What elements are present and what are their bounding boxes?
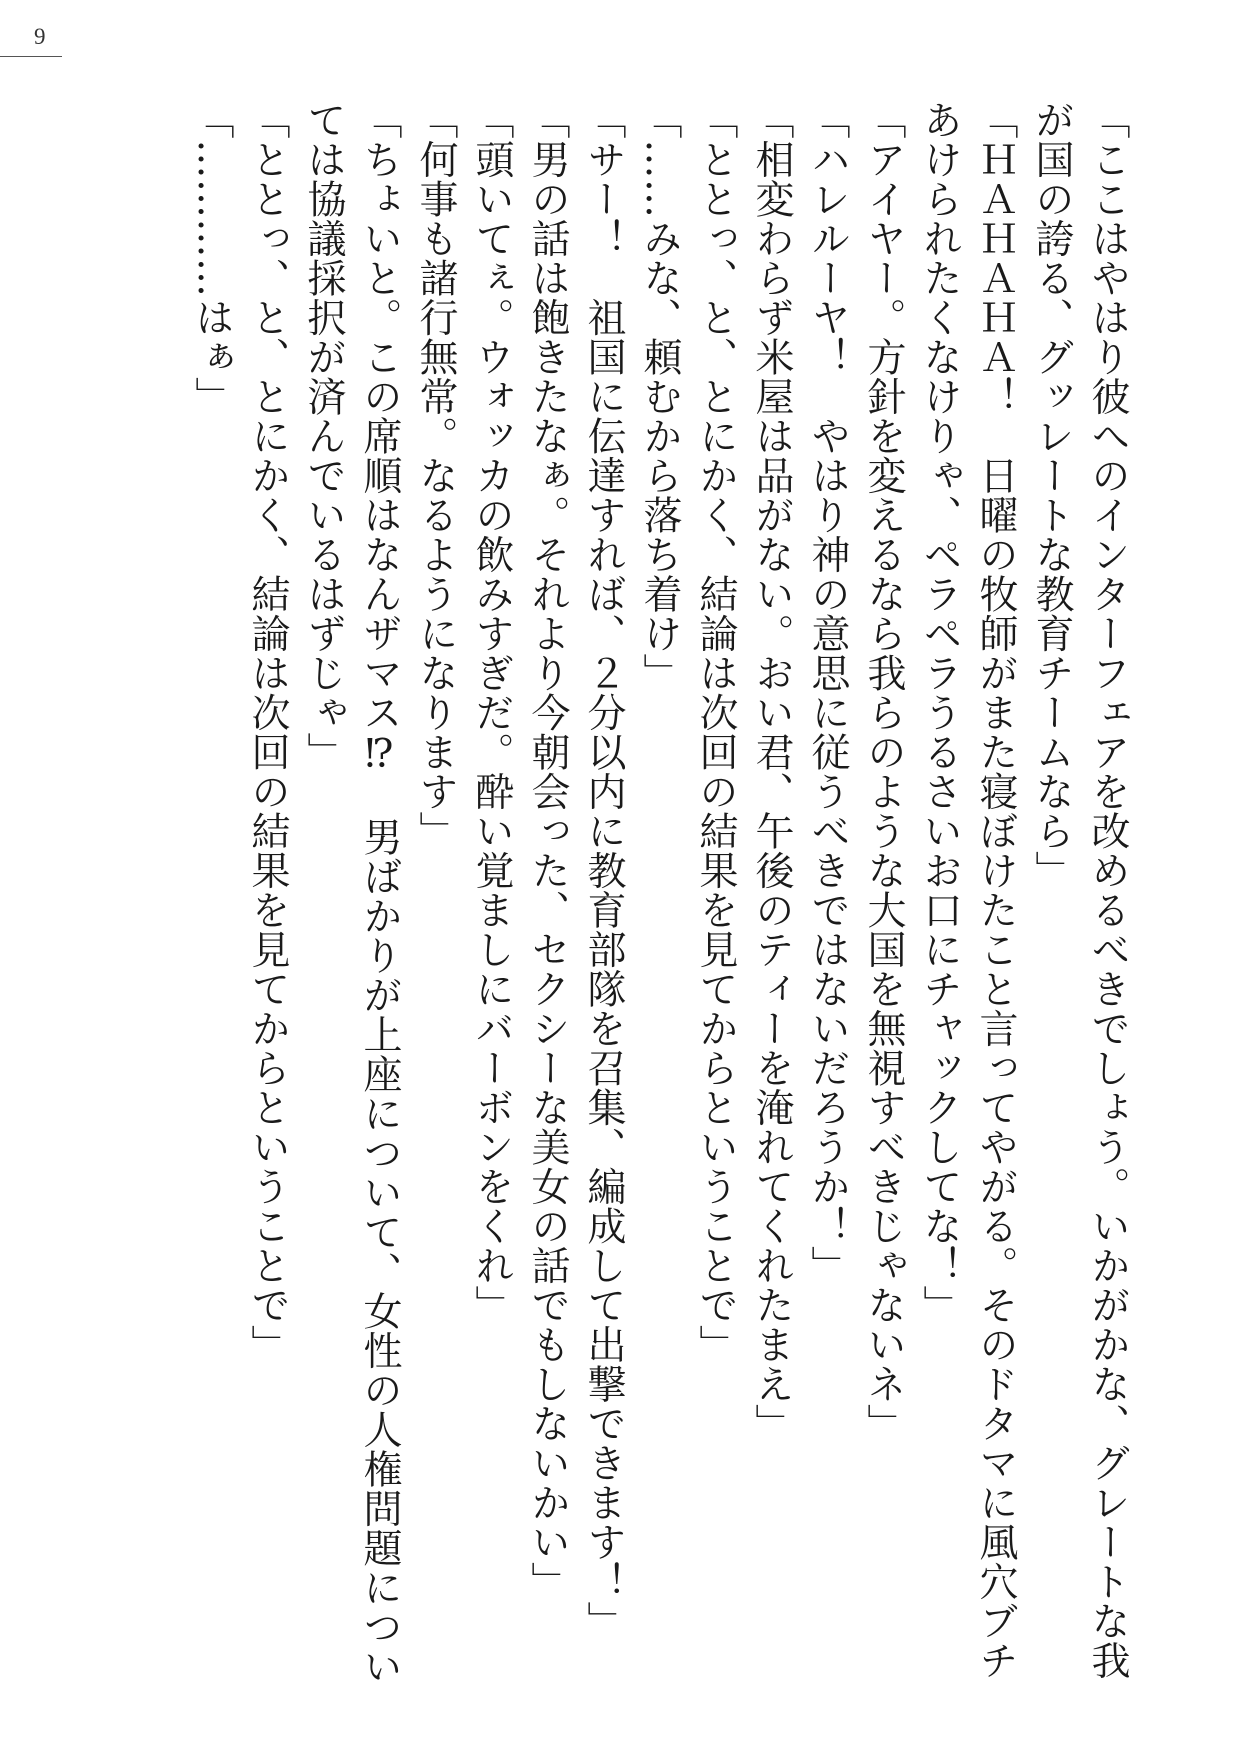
body-text [183, 100, 1135, 1686]
text-line: 「頭いてぇ。ウォッカの飲みすぎだ。酔い覚ましにバーボンをくれ」 [469, 100, 514, 1325]
text-line: 「相変わらず米屋は品がない。おい君、午後のティーを淹れてくれたまえ」 [749, 100, 794, 1443]
text-line: が国の誇る、グッレートな教育チームなら」 [1029, 100, 1074, 890]
text-line: 「ととっ、と、とにかく、結論は次回の結果を見てからということで」 [245, 100, 290, 1364]
page-number: 9 [34, 24, 46, 49]
text-line: 「男の話は飽きたなぁ。それより今朝会った、セクシーな美女の話でもしないかい」 [525, 100, 570, 1601]
page-number-rule [0, 56, 62, 57]
text-line: 「何事も諸行無常。なるようになります」 [413, 100, 458, 851]
text-line: 「…………はぁ」 [189, 100, 234, 416]
text-line: 「……みな、頼むから落ち着け」 [637, 100, 682, 693]
text-line: 「ＨＡＨＡＨＡ！ 日曜の牧師がまた寝ぼけたこと言ってやがる。そのドタマに風穴ブチ [973, 100, 1018, 1680]
text-line: 「ちょいと。この席順はなんザマス⁉ 男ばかりが上座について、女性の人権問題につい [357, 100, 402, 1686]
text-line: あけられたくなけりゃ、ペラペラうるさいお口にチャックしてな！」 [917, 100, 962, 1325]
text-line: 「アイヤー。方針を変えるなら我らのような大国を無視すべきじゃないネ」 [861, 100, 906, 1443]
text-line: 「ハレルーヤ！ やはり神の意思に従うべきではないだろうか！」 [805, 100, 850, 1285]
text-line: ては協議採択が済んでいるはずじゃ」 [301, 100, 346, 772]
text-line: 「ととっ、と、とにかく、結論は次回の結果を見てからということで」 [693, 100, 738, 1364]
text-line: 「ここはやはり彼へのインターフェアを改めるべきでしょう。いかがかな、グレートな我 [1085, 100, 1130, 1680]
text-line: 「サー！ 祖国に伝達すれば、２分以内に教育部隊を召集、編成して出撃できます！」 [581, 100, 626, 1641]
